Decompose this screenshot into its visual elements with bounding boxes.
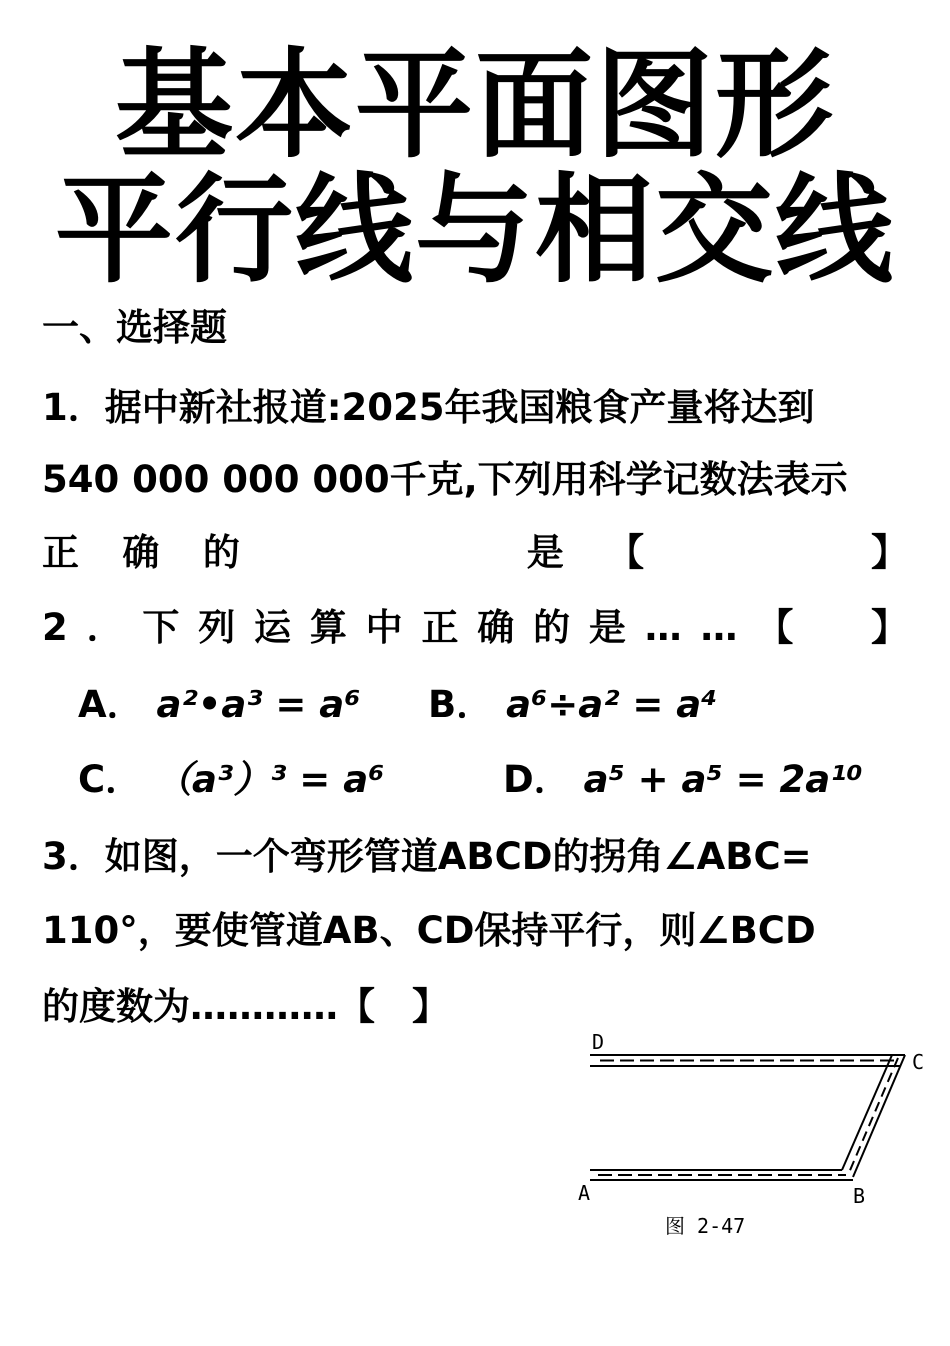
question-1-line-1: 1．据中新社报道:2025年我国粮食产量将达到 (42, 386, 815, 429)
option-c-expression: （a³）³ = a⁶ (155, 758, 385, 801)
q2-char: 2 (42, 606, 68, 649)
question-1-line-2: 540 000 000 000千克,下列用科学记数法表示 (42, 458, 848, 501)
question-2-stem (42, 603, 908, 653)
q2-char: … (700, 606, 738, 649)
answer-bracket-open: 【 (756, 606, 794, 649)
q1-char: 确 (122, 531, 160, 574)
q2-char: 下 (142, 606, 180, 649)
q2-char: 正 (421, 606, 459, 649)
q2-char: 运 (254, 606, 291, 649)
q2-char: 算 (309, 606, 347, 649)
pipe-dc (590, 1055, 905, 1066)
question-3-line-1: 3．如图，一个弯形管道ABCD的拐角∠ABC= (42, 835, 812, 878)
option-c[interactable] (78, 755, 384, 805)
answer-bracket-open: 【 (607, 531, 645, 574)
q2-char: 中 (365, 606, 403, 649)
answer-bracket-close: 】 (870, 606, 908, 649)
option-d-expression: a⁵ + a⁵ = 2a¹⁰ (583, 758, 863, 801)
pipe-cb (842, 1055, 905, 1177)
question-3-line-3: 的度数为…………【 】 (42, 985, 449, 1028)
answer-blank[interactable] (812, 603, 852, 653)
q2-char: 确 (477, 606, 515, 649)
point-label-b: B (853, 1184, 866, 1208)
figure-caption: 图 2-47 (665, 1214, 746, 1238)
question-1-line-3 (42, 528, 908, 578)
question-3-line-2: 110°，要使管道AB、CD保持平行，则∠BCD (42, 909, 816, 952)
point-label-a: A (578, 1181, 591, 1205)
option-a[interactable] (78, 680, 360, 730)
q2-char: ． (86, 606, 124, 649)
pipe-diagram (570, 1025, 940, 1245)
option-b[interactable] (428, 680, 717, 730)
q2-char: 列 (198, 606, 236, 649)
q2-char: 是 (588, 606, 626, 649)
option-a-expression: a²•a³ = a⁶ (156, 683, 361, 726)
option-c-label: C． (78, 758, 143, 801)
answer-bracket-close: 】 (870, 531, 908, 574)
q2-char: 的 (533, 606, 571, 649)
q2-char: … (644, 606, 682, 649)
point-label-c: C (912, 1050, 925, 1074)
q1-gap (283, 528, 483, 578)
option-d[interactable] (503, 755, 863, 805)
q1-char: 正 (42, 531, 79, 574)
option-b-label: B． (428, 683, 494, 726)
section-heading: 一、选择题 (42, 306, 227, 349)
main-title: 基本平面图形 (114, 36, 835, 174)
answer-blank[interactable] (688, 528, 828, 578)
option-d-label: D． (503, 758, 571, 801)
sub-title: 平行线与相交线 (54, 161, 895, 299)
q1-char: 是 (526, 531, 564, 574)
option-a-label: A． (78, 683, 144, 726)
option-b-expression: a⁶÷a² = a⁴ (506, 683, 718, 726)
point-label-d: D (592, 1030, 605, 1054)
q1-char: 的 (202, 531, 240, 574)
pipe-ab (590, 1170, 853, 1180)
